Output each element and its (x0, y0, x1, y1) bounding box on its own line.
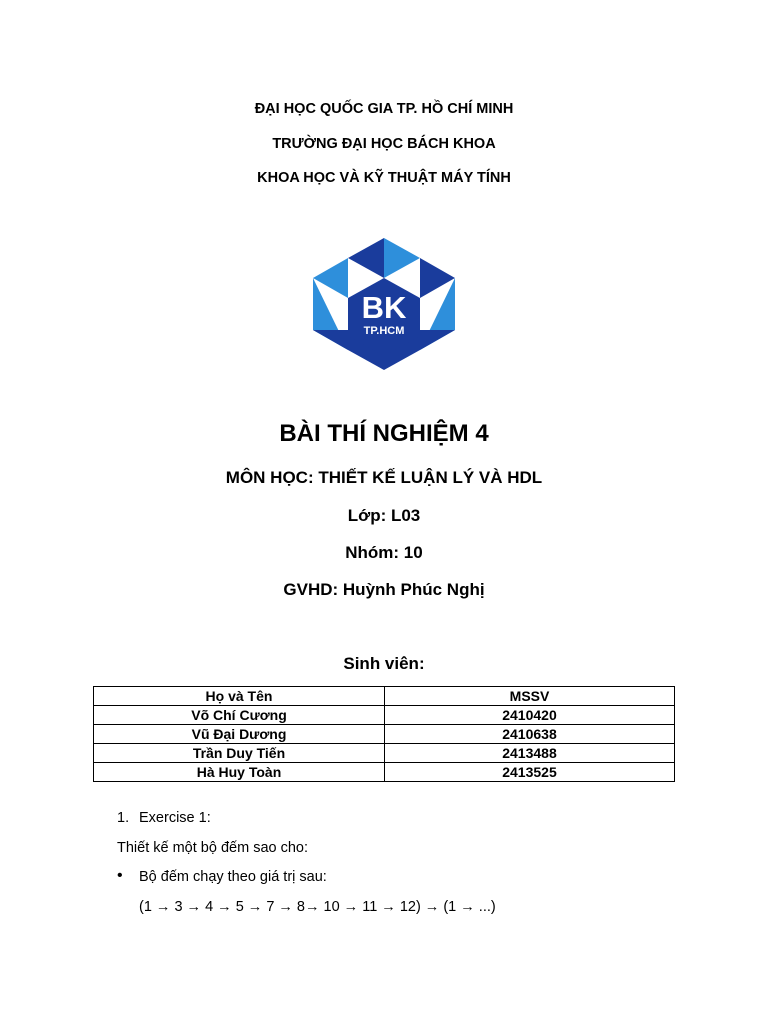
column-header-id: MSSV (385, 687, 675, 706)
logo-tphcm-text: TP.HCM (363, 325, 405, 337)
course-name: MÔN HỌC: THIẾT KẾ LUẬN LÝ VÀ HDL (225, 468, 543, 487)
table-row (94, 744, 675, 763)
class-code: Lớp: L03 (347, 506, 421, 525)
student-name: Võ Chí Cương (94, 706, 385, 725)
group-number: Nhóm: 10 (345, 543, 423, 562)
student-name: Vũ Đại Dương (94, 725, 385, 744)
lab-title: BÀI THÍ NGHIỆM 4 (279, 420, 489, 447)
column-header-name: Họ và Tên (94, 687, 385, 706)
student-id: 2410638 (385, 725, 675, 744)
table-row (94, 706, 675, 725)
exercise-number: 1. (117, 810, 130, 826)
exercise-label: Exercise 1: (139, 810, 211, 826)
student-name: Trần Duy Tiến (94, 744, 385, 763)
school-name: TRƯỜNG ĐẠI HỌC BÁCH KHOA (272, 136, 496, 152)
table-header-row (94, 687, 675, 706)
student-name: Hà Huy Toàn (94, 763, 385, 782)
students-table (93, 686, 675, 782)
logo-top-right-face (384, 238, 420, 278)
advisor-name: GVHD: Huỳnh Phúc Nghị (283, 580, 485, 599)
bk-logo (313, 238, 455, 370)
student-id: 2410420 (385, 706, 675, 725)
bullet-text: Bộ đếm chạy theo giá trị sau: (139, 869, 327, 885)
university-name: ĐẠI HỌC QUỐC GIA TP. HỒ CHÍ MINH (254, 101, 514, 117)
students-heading: Sinh viên: (343, 654, 425, 673)
bullet-icon: • (117, 867, 123, 884)
logo-top-left-face (348, 238, 384, 278)
logo-bk-text: BK (361, 290, 407, 325)
counter-sequence: (1 → 3 → 4 → 5 → 7 → 8→ 10 → 11 → 12) → (1 → ...) (139, 899, 496, 915)
table-row (94, 763, 675, 782)
student-id: 2413525 (385, 763, 675, 782)
exercise-description: Thiết kế một bộ đếm sao cho: (117, 840, 309, 856)
faculty-name: KHOA HỌC VÀ KỸ THUẬT MÁY TÍNH (257, 170, 511, 186)
student-id: 2413488 (385, 744, 675, 763)
table-row (94, 725, 675, 744)
